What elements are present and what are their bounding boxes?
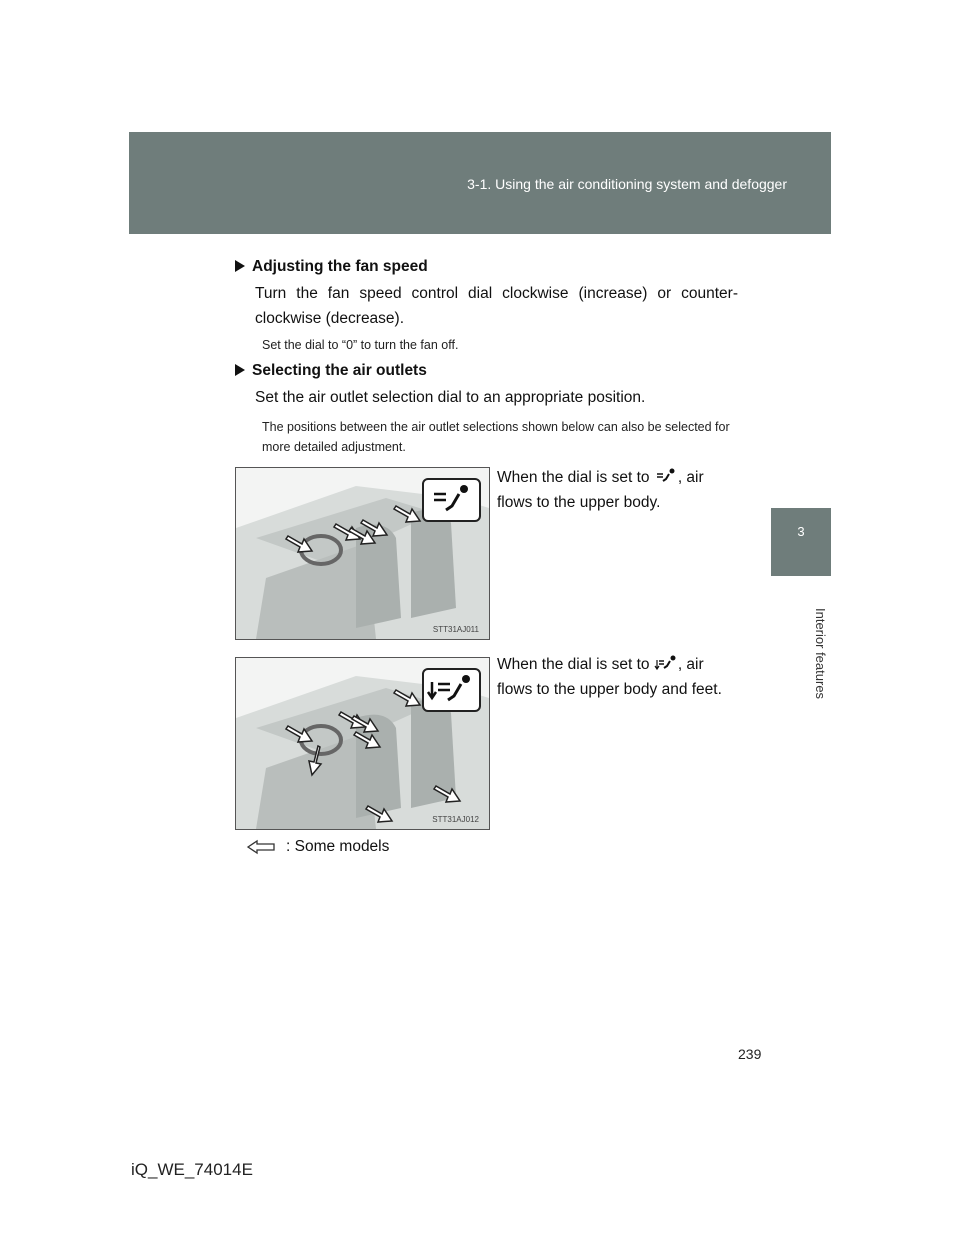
figure-upper-body-feet-airflow: [235, 657, 490, 830]
heading-fan-speed: [235, 258, 428, 276]
figure1-caption: [497, 465, 738, 515]
air-outlets-note: The positions between the air outlet selections shown below can also be selected for more detailed adjustment.: [262, 420, 730, 454]
chapter-label: Interior features: [813, 608, 828, 700]
figure2-caption: [497, 652, 738, 702]
caption-text: When the dial is set to: [497, 469, 650, 486]
legend: [246, 838, 389, 856]
caption-text: , air flows to the upper body.: [497, 469, 704, 511]
figure-code: STT31AJ011: [432, 625, 479, 634]
page-number: 239: [738, 1046, 762, 1062]
face-vent-icon: [654, 467, 678, 485]
figure-code: STT31AJ012: [432, 815, 479, 824]
face-vent-icon: [422, 478, 481, 522]
legend-text: : Some models: [286, 838, 390, 855]
section-title: 3-1. Using the air conditioning system and defogger: [467, 176, 787, 192]
document-code: iQ_WE_74014E: [131, 1160, 253, 1179]
heading-air-outlets-text: Selecting the air outlets: [252, 362, 427, 379]
face-feet-vent-icon: [654, 654, 678, 672]
chapter-tab: [771, 508, 831, 576]
header-band: [129, 132, 831, 234]
bullet-marker-icon: [235, 260, 245, 272]
heading-air-outlets: [235, 362, 427, 380]
caption-text: , air flows to the upper body and feet.: [497, 656, 722, 698]
face-feet-vent-icon: [422, 668, 481, 712]
bullet-marker-icon: [235, 364, 245, 376]
fan-speed-body: Turn the fan speed control dial clockwise (increase) or counter-clockwise (decrease).: [255, 285, 738, 327]
air-outlets-body: Set the air outlet selection dial to an appropriate position.: [255, 389, 646, 406]
chapter-number: 3: [797, 524, 805, 539]
caption-text: When the dial is set to: [497, 656, 650, 673]
figure-upper-body-airflow: [235, 467, 490, 640]
outline-arrow-icon: [246, 839, 276, 855]
fan-speed-note: Set the dial to “0” to turn the fan off.: [262, 338, 459, 352]
heading-fan-speed-text: Adjusting the fan speed: [252, 258, 428, 275]
